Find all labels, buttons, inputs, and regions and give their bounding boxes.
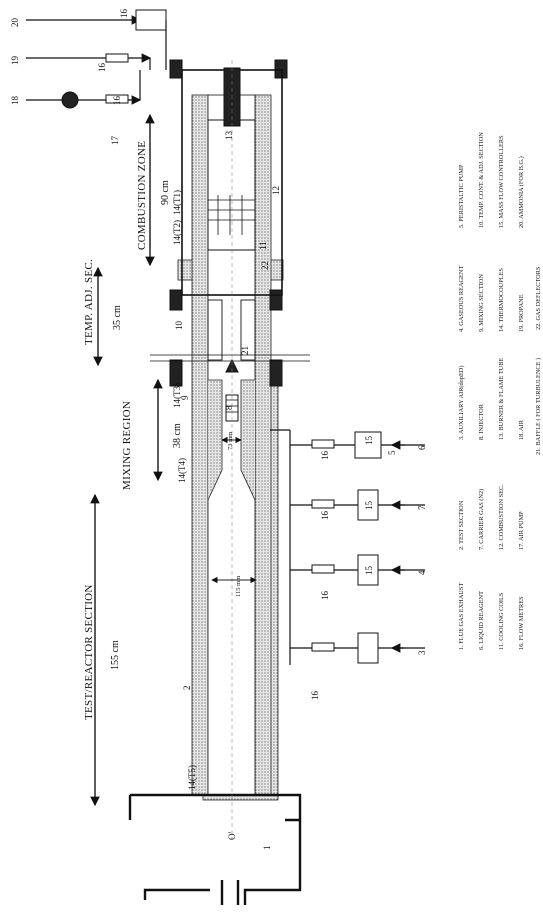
legend-item-7: 7. CARRIER GAS (N2) — [478, 488, 485, 550]
legend-item-1: 1. FLUE GAS EXHAUST — [458, 582, 465, 650]
top-feed-lines — [26, 10, 166, 108]
mfc-3 — [358, 633, 378, 663]
label-t4: 14(T4) — [177, 458, 187, 483]
label-21: 21 — [240, 346, 250, 355]
legend-item-9: 9. MIXING SECTION — [478, 274, 485, 332]
exhaust-duct — [245, 820, 300, 905]
label-11: 11 — [258, 241, 268, 250]
combustion-header: COMBUSTION ZONE — [136, 140, 148, 250]
flow-meter-19 — [106, 54, 128, 62]
combustion-length: 90 cm — [160, 180, 171, 205]
label-4: 4 — [417, 570, 427, 575]
label-19: 19 — [10, 56, 20, 65]
label-t2: 14(T2) — [172, 220, 182, 245]
label-15-b: 15 — [364, 501, 374, 510]
label-1: 1 — [262, 845, 272, 850]
legend-item-15: 15. MASS FLOW CONTROLLERS — [498, 135, 505, 228]
legend-item-4: 4. GASEOUS REAGENT — [458, 265, 465, 332]
test-reactor-length: 155 cm — [110, 640, 121, 670]
label-t3: 14(T3) — [172, 383, 182, 408]
label-16-g: 16 — [112, 96, 122, 105]
legend-item-11: 11. COOLING COILS — [498, 592, 505, 650]
legend-item-17: 17. AIR PUMP — [518, 511, 525, 550]
legend-item-22: 22. GAS DEFLECTORS — [535, 266, 542, 330]
flow-meter-6 — [312, 440, 334, 448]
label-9: 9 — [180, 395, 190, 400]
flow-meter-7 — [312, 500, 334, 508]
test-reactor-header: TEST/REACTOR SECTION — [83, 584, 95, 720]
legend-item-13: 13. BURNER & FLAME TUBE — [498, 357, 505, 440]
dia-73: 73 mm — [227, 431, 234, 450]
legend-item-21: 21. BAFFLE ( FOR TURBULENCE ) — [535, 357, 542, 455]
dia-115: 115 mm — [235, 575, 242, 597]
legend-item-20: 20. AMMONIA (FOR B.G.) — [518, 156, 525, 228]
label-16-b: 16 — [320, 511, 330, 520]
legend-item-18: 18. AIR — [518, 420, 525, 440]
label-8: 8 — [224, 405, 234, 410]
mixing-region-length: 38 cm — [172, 423, 183, 448]
label-7: 7 — [417, 505, 427, 510]
label-22: 22 — [260, 261, 270, 270]
legend-item-14: 14. THERMOCOUPLES — [498, 268, 505, 332]
label-17: 17 — [110, 136, 120, 145]
label-6: 6 — [417, 445, 427, 450]
temp-adj-header: TEMP. ADJ. SEC. — [83, 258, 95, 345]
label-2: 2 — [182, 685, 192, 690]
label-15-c: 15 — [364, 566, 374, 575]
legend-item-19: 19. PROPANE — [518, 294, 525, 332]
legend — [458, 132, 542, 650]
label-16-a: 16 — [320, 451, 330, 460]
label-15-a: 15 — [364, 436, 374, 445]
flow-meter-3 — [312, 643, 334, 651]
label-10: 10 — [174, 321, 184, 330]
legend-item-10: 10. TEMP. CONT. & ADJ. SECTION — [478, 132, 485, 228]
temp-adj-length: 35 cm — [112, 305, 123, 330]
flange-temp-bottom — [270, 290, 282, 310]
flange-end-bottom — [275, 60, 287, 78]
label-16-c: 16 — [320, 591, 330, 600]
label-16-f: 16 — [97, 63, 107, 72]
label-12: 12 — [271, 186, 281, 195]
legend-item-2: 2. TEST SECTION — [458, 500, 465, 550]
label-16-e: 16 — [119, 9, 129, 18]
label-3: 3 — [417, 650, 427, 655]
legend-item-6: 6. LIQUID REAGENT — [478, 591, 485, 650]
label-t5: 14(T5) — [187, 765, 197, 790]
legend-item-3: 3. AUXILIARY AIR(dopED) — [458, 365, 465, 440]
label-20: 20 — [10, 18, 20, 27]
label-5: 5 — [387, 450, 397, 455]
pipe-wall-top — [192, 95, 208, 795]
flange-end-top — [170, 60, 182, 78]
flange-temp-top — [170, 290, 182, 310]
label-13: 13 — [224, 131, 234, 140]
label-18: 18 — [10, 96, 20, 105]
bottom-feed-lines — [270, 430, 425, 665]
origin-label: O' — [227, 831, 237, 840]
legend-item-12: 12. COMBUSTION SEC. — [498, 484, 505, 550]
legend-item-5: 5. PERISTALTIC PUMP — [458, 164, 465, 228]
flow-meter-4 — [312, 565, 334, 573]
flange-mix-bottom — [270, 360, 282, 386]
reactor-body — [130, 60, 310, 905]
flange-mix-top — [170, 360, 182, 386]
legend-item-8: 8. INJECTOR — [478, 404, 485, 440]
mixing-region-header: MIXING REGION — [121, 400, 133, 490]
mfc-20 — [136, 10, 166, 30]
pipe-wall-bottom — [255, 95, 271, 795]
air-pump-icon — [62, 92, 78, 108]
label-t1: 14(T1) — [172, 190, 182, 215]
label-16-d: 16 — [310, 691, 320, 700]
legend-item-16: 16. FLOW METRES — [518, 596, 525, 650]
